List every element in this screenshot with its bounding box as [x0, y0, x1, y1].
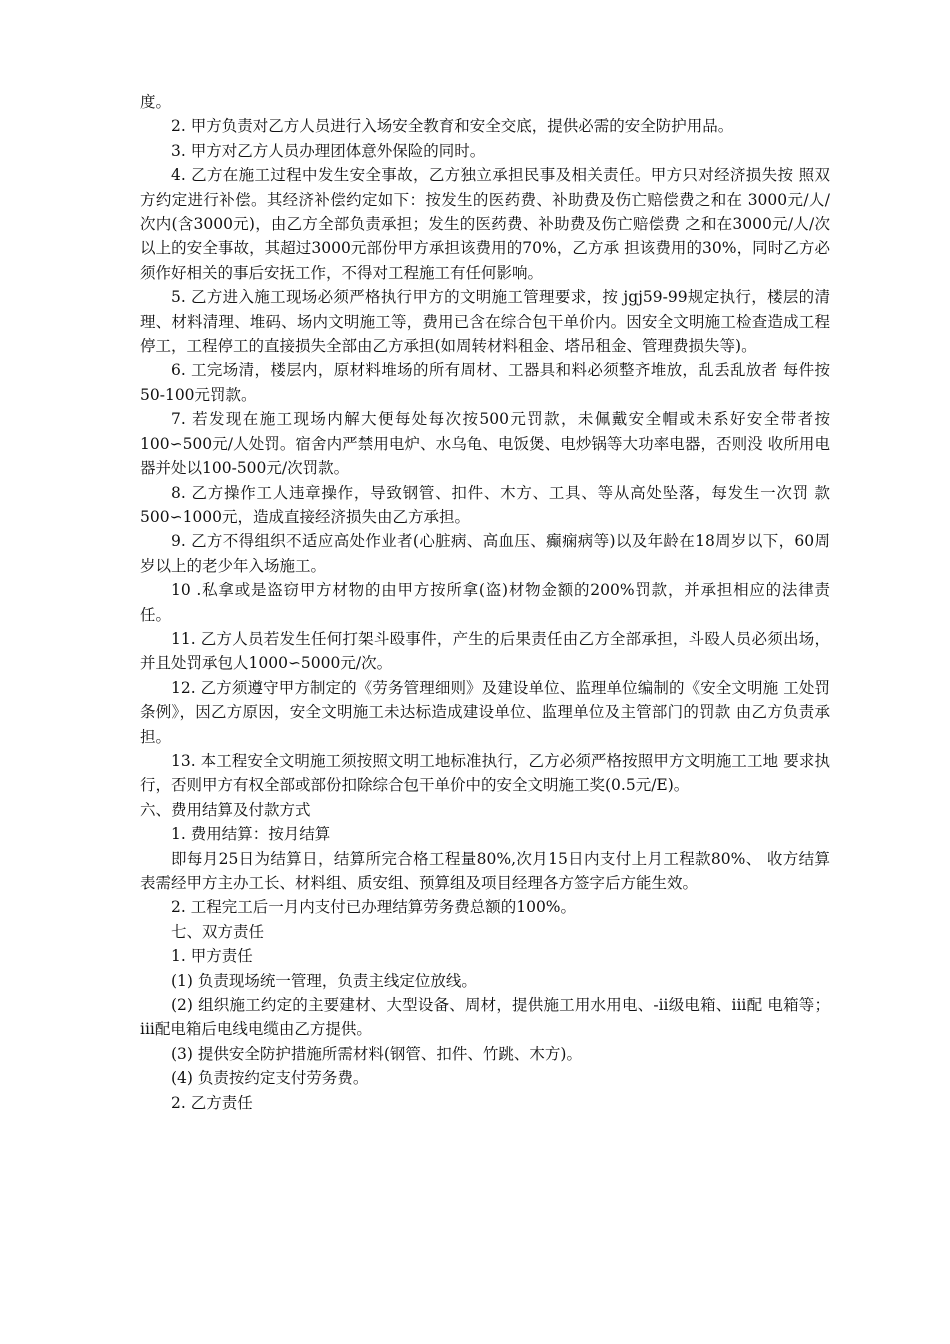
paragraph-item-2: 2. 甲方负责对乙方人员进行入场安全教育和安全交底，提供必需的安全防护用品。 [171, 117, 734, 136]
paragraph-item-10: 10 .私拿或是盗窃甲方材物的由甲方按所拿(盗)材物金额的200%罚款，并承担相应的法律责任。 [140, 581, 830, 624]
subheading-party-b: 2. 乙方责任 [171, 1093, 253, 1112]
paragraph-item-12: 12. 乙方须遵守甲方制定的《劳务管理细则》及建设单位、监理单位编制的《安全文明施 工处罚条例》，因乙方原因，安全文明施工未达标造成建设单位、监理单位及主管部门的罚款 由乙方负责承担。 [140, 678, 830, 746]
section-heading-6: 六、费用结算及付款方式 [140, 800, 311, 819]
document-body [140, 90, 830, 1115]
party-a-duty-4: (4) 负责按约定支付劳务费。 [171, 1069, 369, 1088]
paragraph-item-11: 11. 乙方人员若发生任何打架斗殴事件，产生的后果责任由乙方全部承担，斗殴人员必须出场，并且处罚承包人1000∽5000元/次。 [140, 629, 830, 673]
paragraph-item-9: 9. 乙方不得组织不适应高处作业者(心脏病、高血压、癫痫病等)以及年龄在18周岁以下，60周岁以上的老少年入场施工。 [140, 532, 830, 575]
subheading-party-a: 1. 甲方责任 [171, 947, 253, 966]
paragraph-continuation: 度。 [140, 93, 172, 111]
section-heading-7: 七、双方责任 [171, 922, 265, 941]
party-a-duty-1: (1) 负责现场统一管理，负责主线定位放线。 [171, 971, 477, 990]
paragraph-item-13: 13. 本工程安全文明施工须按照文明工地标准执行，乙方必须严格按照甲方文明施工工地 要求执行，否则甲方有权全部或部份扣除综合包干单价中的安全文明施工奖(0.5元/E)。 [140, 751, 830, 795]
party-a-duty-3: (3) 提供安全防护措施所需材料(钢管、扣件、竹跳、木方)。 [171, 1044, 582, 1063]
paragraph-settlement-detail: 即每月25日为结算日，结算所完合格工程量80%,次月15日内支付上月工程款80%、 收方结算表需经甲方主办工长、材料组、质安组、预算组及项目经理各方签字后方能生效。 [140, 849, 830, 892]
paragraph-item-8: 8. 乙方操作工人违章操作，导致钢管、扣件、木方、工具、等从高处坠落，每发生一次罚 款500∽1000元，造成直接经济损失由乙方承担。 [140, 483, 830, 526]
paragraph-item-6: 6. 工完场清，楼层内，原材料堆场的所有周材、工器具和料必须整齐堆放，乱丢乱放者 每件按50-100元罚款。 [140, 361, 830, 404]
paragraph-item-7: 7. 若发现在施工现场内解大便每处每次按500元罚款，未佩戴安全帽或未系好安全带者按 100∽500元/人处罚。宿舍内严禁用电炉、水乌龟、电饭煲、电炒锅等大功率电器，否则没 收所用电器并处以100-500元/次罚款。 [140, 410, 830, 478]
paragraph-settlement-1: 1. 费用结算：按月结算 [171, 825, 331, 844]
paragraph-item-3: 3. 甲方对乙方人员办理团体意外保险的同时。 [171, 141, 486, 160]
party-a-duty-2: (2) 组织施工约定的主要建材、大型设备、周材，提供施工用水用电、-ii级电箱、iii配 电箱等；iii配电箱后电线电缆由乙方提供。 [140, 996, 830, 1039]
paragraph-item-5: 5. 乙方进入施工现场必须严格执行甲方的文明施工管理要求，按 jgj59-99规定执行，楼层的清理、材料清理、堆码、场内文明施工等，费用已含在综合包干单价内。因安全文明施工检查造成工程停工，工程停工的直接损失全部由乙方承担(如周转材料租金、塔吊租金、管理费损失等)。 [140, 288, 830, 356]
paragraph-settlement-2: 2. 工程完工后一月内支付已办理结算劳务费总额的100%。 [171, 898, 577, 917]
paragraph-item-4: 4. 乙方在施工过程中发生安全事故，乙方独立承担民事及相关责任。甲方只对经济损失按 照双方约定进行补偿。其经济补偿约定如下：按发生的医药费、补助费及伤亡赔偿费之和在 3000元/人/次内(含3000元)，由乙方全部负责承担；发生的医药费、补助费及伤亡赔偿费 之和在3000元/人/次以上的安全事故，其超过3000元部份甲方承担该费用的70%，乙方承 担该费用的30%，同时乙方必须作好相关的事后安抚工作，不得对工程施工有任何影响。 [140, 166, 830, 282]
